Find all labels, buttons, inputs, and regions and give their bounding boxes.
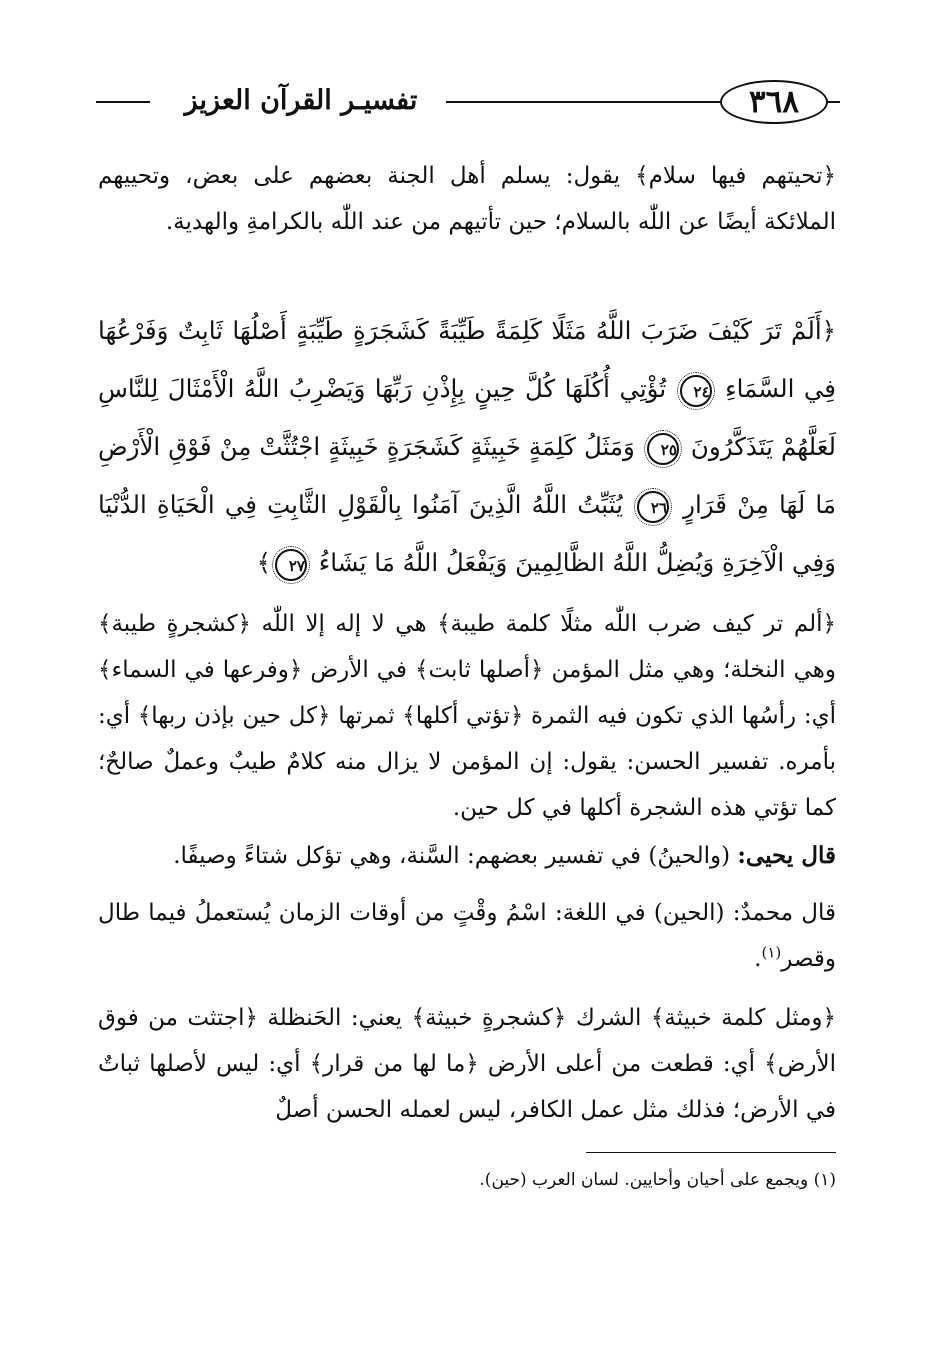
footnote-divider	[586, 1152, 836, 1153]
ornate-bracket-close: ﴾	[256, 548, 271, 577]
speaker-label: قال يحيى:	[737, 842, 836, 869]
header-rule-middle	[446, 101, 720, 103]
footnote	[98, 1165, 836, 1195]
footnote-number: (١)	[813, 1170, 836, 1190]
running-title: تفسيـر القرآن العزيز	[184, 85, 418, 116]
quran-verses-block	[98, 302, 836, 592]
header-rule-right	[826, 101, 840, 103]
paragraph-commentary-bad-word: ﴿ومثل كلمة خبيثة﴾ الشرك ﴿كشجرةٍ خبيثة﴾ يعني: الحَنظلة ﴿اجتثت من فوق الأرض﴾ أي: قطعت من أعلى الأرض ﴿ما لها من قرار﴾ أي: ليس لأصلها ثباتٌ في الأرض؛ فذلك مثل عمل الكافر، ليس لعمله الحسن أصلٌ	[98, 1005, 836, 1123]
paragraph-greeting	[98, 153, 836, 245]
paragraph-commentary-good-word: ﴿ألم تر كيف ضرب اللّٰه مثلًا كلمة طيبة﴾ هي لا إله إلا اللّٰه ﴿كشجرةٍ طيبة﴾ وهي النخلة؛ وهي مثل المؤمن ﴿أصلها ثابت﴾ في الأرض ﴿وفرعها في السماء﴾ أي: رأسُها الذي تكون فيه الثمرة ﴿تؤتي أكلها﴾ ثمرتها ﴿كل حين بإذن ربها﴾ أي: بأمره. تفسير الحسن: يقول: إن المؤمن لا يزال منه كلامٌ طيبٌ وعملٌ صالحٌ؛ كما تؤتي هذه الشجرة أكلها في كل حين.	[98, 611, 836, 821]
ayah-number-marker: ٢٧	[275, 549, 307, 581]
paragraph-muhammad	[98, 890, 836, 982]
footnote-text: ويجمع على أحيان وأحايين. لسان العرب (حين).	[479, 1170, 809, 1190]
paragraph-text: يقول: يسلم أهل الجنة بعضهم على بعض، وتحييهم الملائكة أيضًا عن اللّٰه بالسلام؛ حين تأتيهم من عند اللّٰه بالكرامةِ والهدية.	[98, 163, 836, 235]
verse-text: وَمَثَلُ كَلِمَةٍ خَبِيثَةٍ كَشَجَرَةٍ خَبِيثَةٍ اجْتُثَّتْ مِنْ فَوْقِ الْأَرْضِ مَا لَهَا مِنْ قَرَارٍ	[98, 432, 836, 519]
quran-quote: تحيتهم فيها سلام	[648, 163, 823, 189]
ornate-bracket-close: ﴾	[635, 163, 649, 189]
ayah-number-marker: ٢٤	[680, 375, 712, 407]
ayah-number-marker: ٢٥	[647, 433, 679, 465]
verse-text: تُؤْتِي أُكُلَهَا كُلَّ حِينٍ بِإِذْنِ رَبِّهَا وَيَضْرِبُ اللَّهُ الْأَمْثَالَ لِلنَّاسِ لَعَلَّهُمْ يَتَذَكَّرُونَ	[98, 374, 836, 461]
footnote-reference[interactable]: (١)	[761, 943, 782, 962]
ayah-number-marker: ٢٦	[637, 491, 669, 523]
paragraph-text: (والحينُ) في تفسير بعضهم: السَّنة، وهي تؤكل شتاءً وصيفًا.	[173, 843, 738, 869]
ornate-bracket-open: ﴿	[822, 163, 836, 189]
page-number: ٣٦٨	[720, 80, 828, 124]
paragraph-yahya	[98, 833, 836, 879]
verse-text: يُثَبِّتُ اللَّهُ الَّذِينَ آمَنُوا بِالْقَوْلِ الثَّابِتِ فِي الْحَيَاةِ الدُّنْيَا وَفِي الْآخِرَةِ وَيُضِلُّ اللَّهُ الظَّالِمِينَ وَيَفْعَلُ اللَّهُ مَا يَشَاءُ	[98, 490, 836, 577]
page-header	[96, 80, 840, 126]
paragraph-text-end: .	[754, 946, 762, 972]
header-rule-left	[96, 101, 150, 103]
paragraph-text: قال محمدٌ: (الحين) في اللغة: اسْمُ وقْتٍ من أوقات الزمان يُستعملُ فيما طال وقصر	[98, 900, 836, 972]
verse-text: ﴿أَلَمْ تَرَ كَيْفَ ضَرَبَ اللَّهُ مَثَلًا كَلِمَةً طَيِّبَةً كَشَجَرَةٍ طَيِّبَةٍ أَصْلُهَا ثَابِتٌ وَفَرْعُهَا فِي السَّمَاءِ	[98, 316, 836, 403]
